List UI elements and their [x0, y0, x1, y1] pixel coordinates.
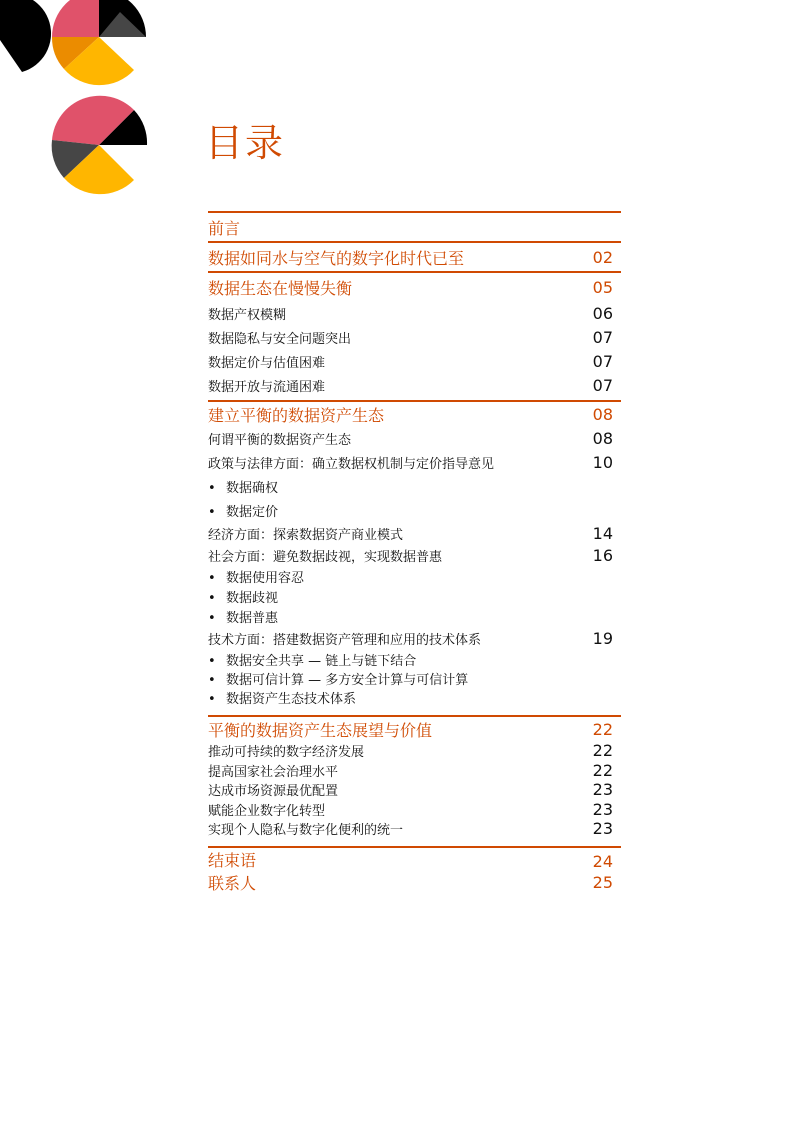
toc-page: 08 — [592, 404, 613, 424]
toc-label: 经济方面：探索数据资产商业模式 — [208, 527, 404, 543]
bullet-icon: • — [208, 480, 216, 496]
toc-label: 数据产权模糊 — [208, 307, 287, 323]
toc-subentry[interactable] — [208, 301, 621, 325]
toc-page: 08 — [592, 428, 613, 448]
toc-entry-closing[interactable] — [208, 848, 621, 871]
toc-bullet-item[interactable] — [208, 606, 621, 626]
toc-entry-section-4[interactable] — [208, 717, 621, 741]
bullet-icon: • — [208, 654, 216, 669]
toc-label: 数据确权 — [226, 480, 279, 496]
bullet-icon: • — [208, 570, 216, 586]
toc-page: 22 — [592, 760, 613, 780]
toc-label: 推动可持续的数字经济发展 — [208, 745, 365, 761]
toc-page: 23 — [592, 799, 613, 819]
toc-subentry[interactable] — [208, 626, 621, 650]
toc-label: 数据歧视 — [226, 590, 279, 606]
toc-page: 23 — [592, 819, 613, 839]
toc-subentry[interactable] — [208, 450, 621, 474]
toc-subentry[interactable] — [208, 325, 621, 349]
toc-subentry[interactable] — [208, 800, 621, 820]
toc-bullet-item[interactable] — [208, 474, 621, 498]
left-half-circle-shape — [0, 0, 51, 72]
toc-entry-section-3[interactable] — [208, 402, 621, 426]
toc-label: 数据定价与估值困难 — [208, 355, 326, 371]
toc-label: 政策与法律方面：确立数据权机制与定价指导意见 — [208, 456, 495, 472]
toc-subentry[interactable] — [208, 544, 621, 566]
toc-page: 05 — [592, 277, 613, 297]
bullet-icon: • — [208, 673, 216, 688]
toc-page: 07 — [592, 351, 613, 371]
toc-label: 数据开放与流通困难 — [208, 379, 326, 395]
toc-page: 22 — [592, 719, 613, 739]
toc-label: 数据资产生态技术体系 — [226, 692, 357, 707]
toc-section-4 — [208, 717, 621, 839]
toc-label: 建立平衡的数据资产生态 — [208, 405, 385, 425]
toc-label: 数据安全共享 — 链上与链下结合 — [226, 654, 417, 669]
bullet-icon: • — [208, 590, 216, 606]
bullet-icon: • — [208, 692, 216, 707]
toc-page: 19 — [592, 628, 613, 648]
toc-entry-section-1[interactable] — [208, 243, 621, 271]
toc-page: 23 — [592, 780, 613, 800]
toc-label: 数据可信计算 — 多方安全计算与可信计算 — [226, 673, 469, 688]
toc-page: 02 — [592, 247, 613, 267]
toc-bullet-item[interactable] — [208, 669, 621, 688]
toc-label: 提高国家社会治理水平 — [208, 764, 339, 780]
toc-page: 06 — [592, 303, 613, 323]
toc-label: 联系人 — [208, 873, 257, 893]
toc-entry-section-2[interactable] — [208, 273, 621, 301]
toc-page: 10 — [592, 452, 613, 472]
toc-label: 何谓平衡的数据资产生态 — [208, 432, 352, 448]
toc-label: 数据生态在慢慢失衡 — [208, 278, 353, 298]
toc-subentry[interactable] — [208, 780, 621, 800]
toc-entry-preface[interactable] — [208, 213, 621, 241]
toc-label: 技术方面：搭建数据资产管理和应用的技术体系 — [208, 632, 482, 648]
bullet-icon: • — [208, 610, 216, 626]
toc-page: 07 — [592, 327, 613, 347]
toc-page: 22 — [592, 741, 613, 761]
bullet-icon: • — [208, 504, 216, 520]
toc-subentry[interactable] — [208, 741, 621, 761]
toc-subentry[interactable] — [208, 349, 621, 373]
toc-label: 数据如同水与空气的数字化时代已至 — [208, 248, 465, 268]
toc-label: 社会方面：避免数据歧视，实现数据普惠 — [208, 549, 443, 565]
toc-page: 25 — [592, 872, 613, 892]
toc-bullet-item[interactable] — [208, 650, 621, 669]
toc-label: 前言 — [208, 218, 241, 238]
toc-subentry[interactable] — [208, 522, 621, 544]
page-title: 目录 — [205, 121, 286, 165]
toc-label: 数据定价 — [226, 504, 279, 520]
table-of-contents — [208, 211, 621, 894]
toc-page: 14 — [592, 523, 613, 543]
toc-label: 数据隐私与安全问题突出 — [208, 331, 352, 347]
toc-subentry[interactable] — [208, 426, 621, 450]
toc-page: 16 — [592, 545, 613, 565]
toc-bullet-item[interactable] — [208, 498, 621, 522]
toc-subentry[interactable] — [208, 373, 621, 397]
toc-bullet-item[interactable] — [208, 688, 621, 707]
toc-bullet-item[interactable] — [208, 566, 621, 586]
bottom-pie-shape — [52, 96, 147, 194]
toc-page: 07 — [592, 375, 613, 395]
toc-label: 达成市场资源最优配置 — [208, 784, 339, 800]
toc-bullet-item[interactable] — [208, 586, 621, 606]
toc-section-2 — [208, 273, 621, 397]
toc-label: 数据普惠 — [226, 610, 279, 626]
toc-entry-contact[interactable] — [208, 871, 621, 894]
toc-section-3 — [208, 402, 621, 707]
toc-page: 24 — [592, 851, 613, 871]
toc-label: 平衡的数据资产生态展望与价值 — [208, 720, 433, 740]
toc-subentry[interactable] — [208, 819, 621, 839]
top-pie-shape — [52, 0, 146, 85]
toc-label: 结束语 — [208, 850, 257, 870]
toc-subentry[interactable] — [208, 761, 621, 781]
decorative-graphic — [0, 0, 160, 200]
toc-label: 实现个人隐私与数字化便利的统一 — [208, 823, 404, 839]
toc-label: 数据使用容忍 — [226, 570, 305, 586]
toc-label: 赋能企业数字化转型 — [208, 803, 326, 819]
